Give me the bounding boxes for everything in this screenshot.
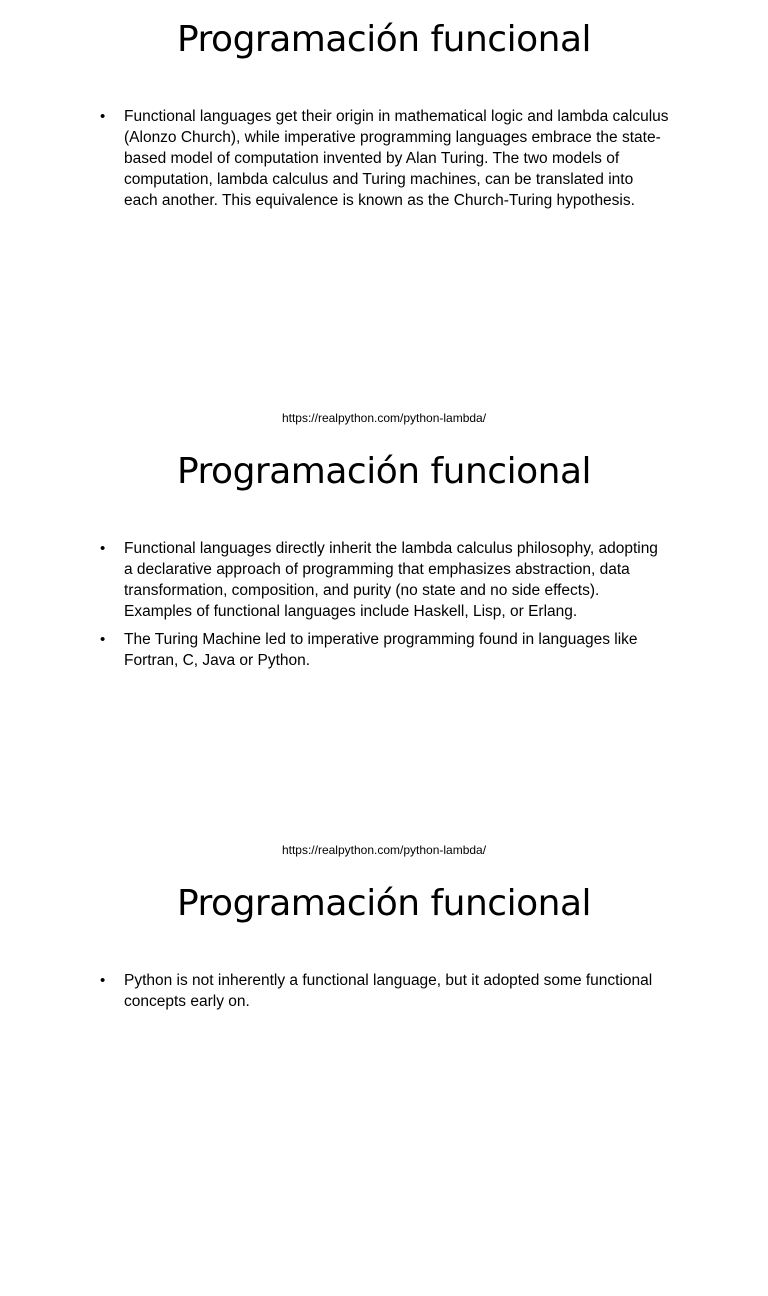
bullet-text: Functional languages get their origin in mathematical logic and lambda calculus (Alonzo Church), while imperative programming languages embrace the state-based model of computation invented by Alan Turing. The two models of computation, lambda calculus and Turing machines, can be translated into each another. This equivalence is known as the Church-Turing hypothesis. xyxy=(124,108,669,209)
bullet-text: Python is not inherently a functional language, but it adopted some functional concepts early on. xyxy=(124,972,653,1010)
bullet-text: The Turing Machine led to imperative programming found in languages like Fortran, C, Java or Python. xyxy=(124,631,638,669)
bullet-item xyxy=(100,106,670,211)
bullet-list xyxy=(100,970,670,1019)
bullet-item xyxy=(100,629,670,671)
bullet-marker: • xyxy=(100,972,106,989)
slide-title: Programación funcional xyxy=(176,19,592,60)
bullet-text: Functional languages directly inherit the lambda calculus philosophy, adopting a declarative approach of programming that emphasizes abstraction, data transformation, composition, and purity (no state and no side effects). Examples of functional languages include Haskell, Lisp, or Erlang. xyxy=(124,540,658,620)
slide-title: Programación funcional xyxy=(176,451,592,492)
bullet-marker: • xyxy=(100,540,106,557)
bullet-item xyxy=(100,970,670,1012)
source-link[interactable]: https://realpython.com/python-lambda/ xyxy=(281,843,487,857)
slide-title: Programación funcional xyxy=(176,883,592,924)
bullet-marker: • xyxy=(100,631,106,648)
slide-3 xyxy=(0,864,768,1296)
source-link[interactable]: https://realpython.com/python-lambda/ xyxy=(281,411,487,425)
slide-2 xyxy=(0,432,768,864)
bullet-item xyxy=(100,538,670,622)
slide-1 xyxy=(0,0,768,432)
bullet-list xyxy=(100,106,670,218)
bullet-marker: • xyxy=(100,108,106,125)
bullet-list xyxy=(100,538,670,678)
